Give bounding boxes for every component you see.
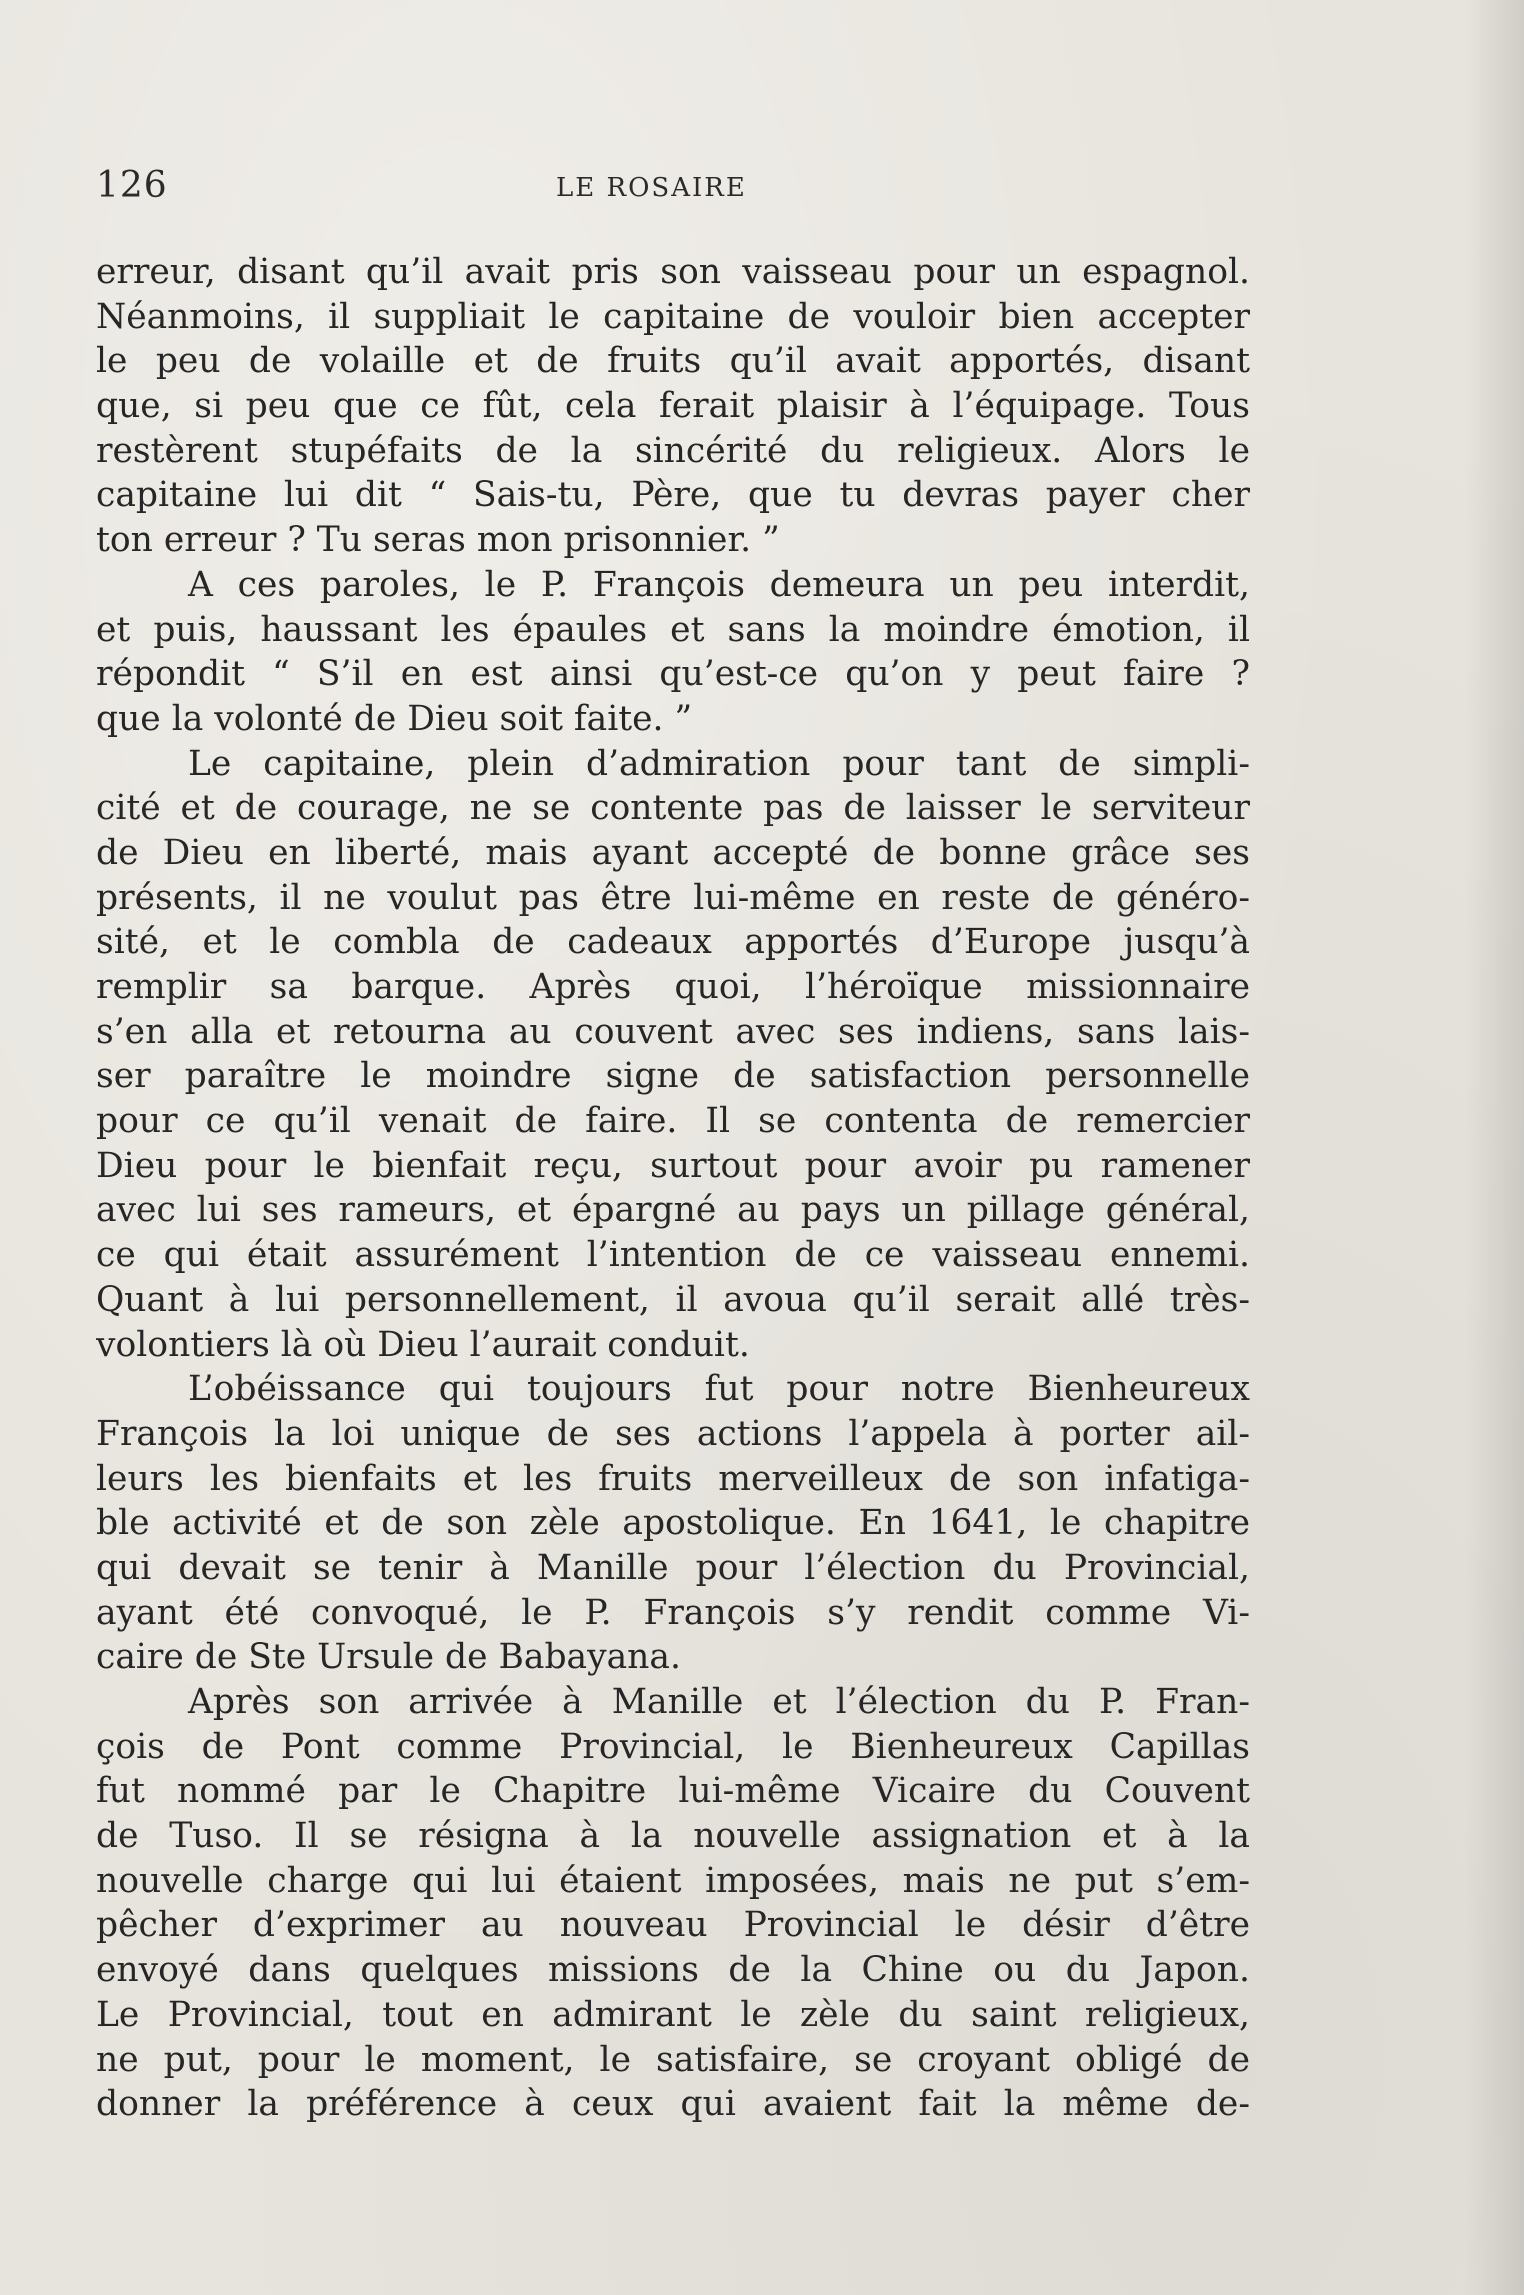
page-header	[96, 165, 1256, 215]
text-line: que, si peu que ce fût, cela ferait plaisir à l’équipage. Tous	[96, 386, 1250, 427]
text-line: pêcher d’exprimer au nouveau Provincial le désir d’être	[96, 1905, 1250, 1946]
text-line: de Dieu en liberté, mais ayant accepté de bonne grâce ses	[96, 832, 1250, 873]
text-line: sité, et le combla de cadeaux apportés d’Europe jusqu’à	[96, 922, 1250, 963]
text-line: ble activité et de son zèle apostolique. En 1641, le chapitre	[96, 1503, 1250, 1544]
text-line: pour ce qu’il venait de faire. Il se contenta de remercier	[96, 1101, 1250, 1142]
text-line: Le Provincial, tout en admirant le zèle du saint religieux,	[96, 1994, 1250, 2035]
page-edge-shadow	[1464, 0, 1524, 2295]
text-line: Néanmoins, il suppliait le capitaine de vouloir bien accepter	[96, 296, 1250, 337]
text-line: François la loi unique de ses actions l’appela à porter ail-	[96, 1413, 1250, 1454]
text-line: erreur, disant qu’il avait pris son vaisseau pour un espagnol.	[96, 252, 1250, 292]
text-line: capitaine lui dit “ Sais-tu, Père, que tu devras payer cher	[96, 475, 1250, 516]
running-title: LE ROSAIRE	[556, 173, 747, 203]
text-line: s’en alla et retourna au couvent avec ses indiens, sans lais-	[96, 1011, 1250, 1052]
text-line: L’obéissance qui toujours fut pour notre Bienheureux	[188, 1369, 1250, 1410]
text-line: restèrent stupéfaits de la sincérité du religieux. Alors le	[96, 430, 1250, 471]
text-line: que la volonté de Dieu soit faite. ”	[96, 698, 693, 739]
page-number: 126	[96, 165, 168, 206]
text-line: le peu de volaille et de fruits qu’il avait apportés, disant	[96, 341, 1250, 382]
text-line: remplir sa barque. Après quoi, l’héroïque missionnaire	[96, 967, 1250, 1007]
text-line: caire de Ste Ursule de Babayana.	[96, 1637, 681, 1678]
text-line: leurs les bienfaits et les fruits merveilleux de son infatiga-	[96, 1458, 1250, 1499]
text-line: Le capitaine, plein d’admiration pour tant de simpli-	[188, 743, 1250, 784]
text-line: ce qui était assurément l’intention de ce vaisseau ennemi.	[96, 1235, 1250, 1276]
text-line: nouvelle charge qui lui étaient imposées, mais ne put s’em-	[96, 1860, 1250, 1901]
text-line: et puis, haussant les épaules et sans la moindre émotion, il	[96, 609, 1250, 650]
text-line: ton erreur ? Tu seras mon prisonnier. ”	[96, 520, 780, 561]
text-line: de Tuso. Il se résigna à la nouvelle assignation et à la	[96, 1816, 1250, 1857]
text-line: répondit “ S’il en est ainsi qu’est-ce qu’on y peut faire ?	[96, 654, 1250, 695]
text-line: Dieu pour le bienfait reçu, surtout pour avoir pu ramener	[96, 1145, 1250, 1186]
text-line: volontiers là où Dieu l’aurait conduit.	[96, 1324, 750, 1365]
body-text	[96, 250, 1250, 2127]
text-line: ayant été convoqué, le P. François s’y rendit comme Vi-	[96, 1592, 1250, 1633]
text-line: fut nommé par le Chapitre lui-même Vicaire du Couvent	[96, 1771, 1250, 1812]
text-line: qui devait se tenir à Manille pour l’élection du Provincial,	[96, 1547, 1250, 1588]
text-line: ser paraître le moindre signe de satisfaction personnelle	[96, 1056, 1250, 1097]
text-line: cité et de courage, ne se contente pas de laisser le serviteur	[96, 788, 1250, 829]
text-line: çois de Pont comme Provincial, le Bienheureux Capillas	[96, 1726, 1250, 1767]
text-line: avec lui ses rameurs, et épargné au pays un pillage général,	[96, 1190, 1250, 1231]
text-line: Quant à lui personnellement, il avoua qu’il serait allé très-	[96, 1279, 1250, 1320]
text-line: A ces paroles, le P. François demeura un peu interdit,	[188, 564, 1250, 605]
text-line: envoyé dans quelques missions de la Chine ou du Japon.	[96, 1950, 1250, 1991]
text-line: donner la préférence à ceux qui avaient fait la même de-	[96, 2084, 1250, 2125]
text-line: ne put, pour le moment, le satisfaire, se croyant obligé de	[96, 2039, 1250, 2080]
text-line: présents, il ne voulut pas être lui-même en reste de généro-	[96, 877, 1250, 918]
text-line: Après son arrivée à Manille et l’élection du P. Fran-	[188, 1682, 1250, 1722]
